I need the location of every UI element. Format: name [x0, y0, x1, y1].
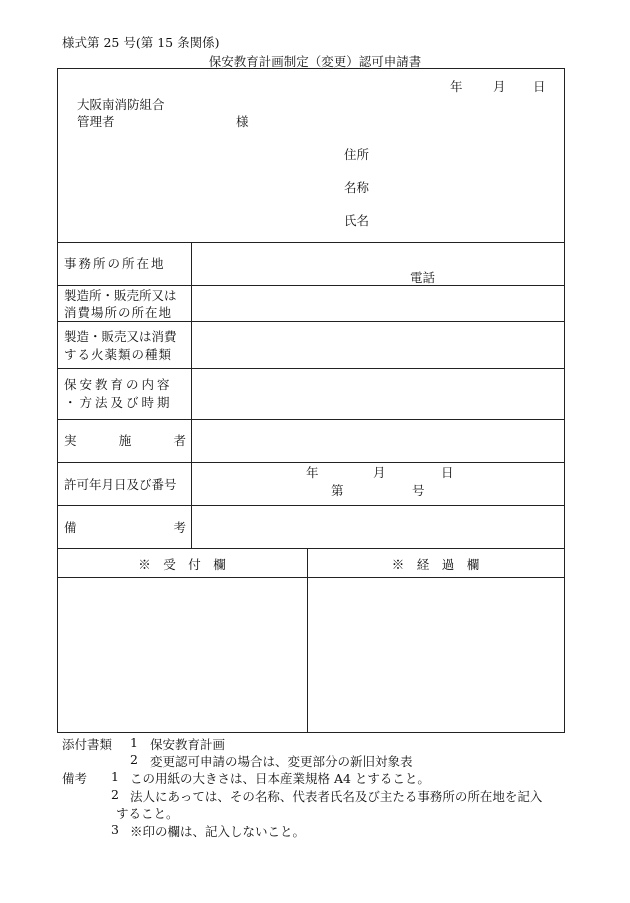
remarks-label [64, 519, 186, 537]
date-year-label: 年 [450, 79, 463, 94]
remarks-char: 考 [173, 520, 186, 535]
progress-column-header: ※ 経 過 欄 [391, 557, 480, 572]
permit-date-number-label: 許可年月日及び番号 [64, 477, 177, 492]
explosives-type-label-line2: する火薬類の種類 [64, 347, 173, 362]
attachment-1-number: 1 [130, 735, 138, 750]
note-2-text-line2: すること。 [116, 806, 179, 821]
attachments-label: 添付書類 [62, 737, 113, 752]
row-divider [57, 577, 565, 578]
permit-year-label: 年 [306, 465, 319, 480]
note-1-text: この用紙の大きさは、日本産業規格 A4 とすること。 [130, 771, 430, 786]
note-2-text-line1: 法人にあっては、その名称、代表者氏名及び主たる事務所の所在地を記入 [130, 789, 543, 804]
note-2-number: 2 [111, 787, 119, 802]
implementer-char: 者 [173, 433, 186, 448]
facility-location-label-line2: 消費場所の所在地 [64, 305, 173, 320]
applicant-person-label: 氏名 [344, 213, 370, 228]
attachment-2-text: 変更認可申請の場合は、変更部分の新旧対象表 [150, 754, 413, 769]
permit-dai-label: 第 [331, 483, 344, 498]
permit-day-label: 日 [441, 465, 454, 480]
phone-label: 電話 [410, 270, 436, 285]
implementer-char: 施 [118, 433, 132, 448]
addressee-role: 管理者 [77, 114, 115, 129]
row-divider [57, 242, 565, 243]
implementer-label [64, 432, 186, 450]
note-3-number: 3 [111, 822, 119, 837]
facility-location-label-line1: 製造所・販売所又は [64, 288, 177, 303]
document-title: 保安教育計画制定（変更）認可申請書 [208, 54, 422, 69]
date-month-label: 月 [493, 79, 506, 94]
label-column-divider [191, 242, 192, 548]
table-right-border [564, 242, 565, 732]
table-bottom-border [57, 732, 565, 733]
row-divider [57, 368, 565, 369]
implementer-char: 実 [64, 433, 77, 448]
row-divider [57, 505, 565, 506]
addressee-honorific: 様 [236, 114, 249, 129]
office-location-label: 事務所の所在地 [64, 256, 166, 271]
education-content-label-line1: 保安教育の内容 [64, 377, 173, 392]
addressee-organization: 大阪南消防組合 [77, 97, 165, 112]
permit-month-label: 月 [373, 465, 386, 480]
row-divider [57, 548, 565, 549]
note-1-number: 1 [111, 769, 119, 784]
form-number: 様式第 25 号(第 15 条関係) [62, 35, 220, 50]
applicant-name-label: 名称 [344, 180, 370, 195]
note-3-text: ※印の欄は、記入しないこと。 [130, 824, 306, 839]
attachment-2-number: 2 [130, 752, 138, 767]
education-content-label-line2: ・方法及び時期 [64, 395, 173, 410]
table-left-border [57, 242, 58, 732]
permit-go-label: 号 [412, 483, 425, 498]
reception-column-header: ※ 受 付 欄 [138, 557, 226, 572]
row-divider [57, 285, 565, 286]
notes-label: 備考 [62, 771, 88, 786]
date-day-label: 日 [533, 79, 546, 94]
bottom-column-divider [307, 548, 308, 732]
remarks-char: 備 [64, 520, 77, 535]
row-divider [57, 419, 565, 420]
applicant-address-label: 住所 [344, 147, 370, 162]
attachment-1-text: 保安教育計画 [150, 737, 226, 752]
explosives-type-label-line1: 製造・販売又は消費 [64, 329, 177, 344]
